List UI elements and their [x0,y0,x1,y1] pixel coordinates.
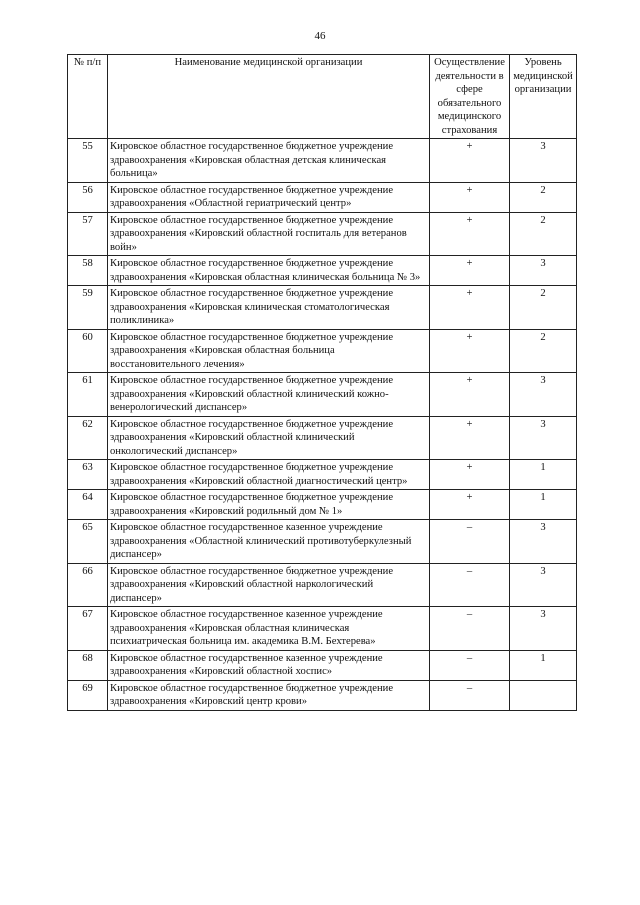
row-num: 57 [68,212,108,256]
table-row [68,182,577,212]
row-num: 56 [68,182,108,212]
row-name: Кировское областное государственное бюджетное учреждение здравоохранения «Кировский областной клинический онкологический диспансер» [108,416,430,460]
row-level: 2 [510,286,577,330]
row-name: Кировское областное государственное бюджетное учреждение здравоохранения «Кировская областная больница восстановительного лечения» [108,329,430,373]
row-oms: + [430,373,510,417]
table-row [68,286,577,330]
medical-organizations-table [67,54,577,711]
row-num: 67 [68,607,108,651]
row-level: 1 [510,650,577,680]
row-name: Кировское областное государственное бюджетное учреждение здравоохранения «Кировский областной клинический кожно-венерологический диспансер» [108,373,430,417]
row-level: 3 [510,607,577,651]
row-level: 2 [510,212,577,256]
row-oms: + [430,256,510,286]
page-number: 46 [314,30,326,42]
row-level: 3 [510,416,577,460]
table-row [68,139,577,183]
header-level: Уровень медицинской организации [510,55,577,139]
row-num: 65 [68,520,108,564]
table-row [68,373,577,417]
row-oms: – [430,650,510,680]
row-name: Кировское областное государственное казенное учреждение здравоохранения «Кировский областной хоспис» [108,650,430,680]
row-num: 61 [68,373,108,417]
table-header-row [68,55,577,139]
row-num: 59 [68,286,108,330]
row-level: 3 [510,373,577,417]
row-name: Кировское областное государственное бюджетное учреждение здравоохранения «Кировский родильный дом № 1» [108,490,430,520]
row-oms: + [430,460,510,490]
header-oms: Осуществление деятельности в сфере обязательного медицинского страхования [430,55,510,139]
row-oms: + [430,286,510,330]
row-oms: – [430,520,510,564]
row-num: 68 [68,650,108,680]
row-name: Кировское областное государственное бюджетное учреждение здравоохранения «Кировский областной диагностический центр» [108,460,430,490]
table-row [68,520,577,564]
row-num: 69 [68,680,108,710]
row-level: 3 [510,139,577,183]
row-name: Кировское областное государственное казенное учреждение здравоохранения «Областной клинический противотуберкулезный диспансер» [108,520,430,564]
row-level: 2 [510,329,577,373]
table-row [68,416,577,460]
row-level: 1 [510,460,577,490]
table-row [68,650,577,680]
row-oms: – [430,563,510,607]
row-num: 62 [68,416,108,460]
row-oms: + [430,490,510,520]
table-row [68,212,577,256]
row-oms: + [430,139,510,183]
row-name: Кировское областное государственное бюджетное учреждение здравоохранения «Кировский областной госпиталь для ветеранов войн» [108,212,430,256]
row-level: 3 [510,256,577,286]
row-name: Кировское областное государственное бюджетное учреждение здравоохранения «Кировская областная клиническая больница № 3» [108,256,430,286]
row-name: Кировское областное государственное бюджетное учреждение здравоохранения «Кировская областная детская клиническая больница» [108,139,430,183]
row-num: 55 [68,139,108,183]
row-num: 66 [68,563,108,607]
row-num: 60 [68,329,108,373]
table-row [68,490,577,520]
table-row [68,680,577,710]
row-name: Кировское областное государственное бюджетное учреждение здравоохранения «Кировский областной наркологический диспансер» [108,563,430,607]
header-name: Наименование медицинской организации [108,55,430,139]
row-level: 1 [510,490,577,520]
row-oms: + [430,329,510,373]
table-row [68,607,577,651]
row-num: 64 [68,490,108,520]
row-level: 2 [510,182,577,212]
table-row [68,460,577,490]
header-num: № п/п [68,55,108,139]
row-name: Кировское областное государственное бюджетное учреждение здравоохранения «Кировский центр крови» [108,680,430,710]
table-row [68,256,577,286]
row-oms: – [430,680,510,710]
row-name: Кировское областное государственное бюджетное учреждение здравоохранения «Областной гериатрический центр» [108,182,430,212]
row-oms: – [430,607,510,651]
table-row [68,563,577,607]
row-oms: + [430,182,510,212]
table-body [68,139,577,711]
row-level [510,680,577,710]
row-oms: + [430,416,510,460]
row-num: 58 [68,256,108,286]
row-name: Кировское областное государственное казенное учреждение здравоохранения «Кировская областная клиническая психиатрическая больница им. академика В.М. Бехтерева» [108,607,430,651]
row-num: 63 [68,460,108,490]
row-level: 3 [510,520,577,564]
table-row [68,329,577,373]
row-level: 3 [510,563,577,607]
row-oms: + [430,212,510,256]
row-name: Кировское областное государственное бюджетное учреждение здравоохранения «Кировская клиническая стоматологическая поликлиника» [108,286,430,330]
